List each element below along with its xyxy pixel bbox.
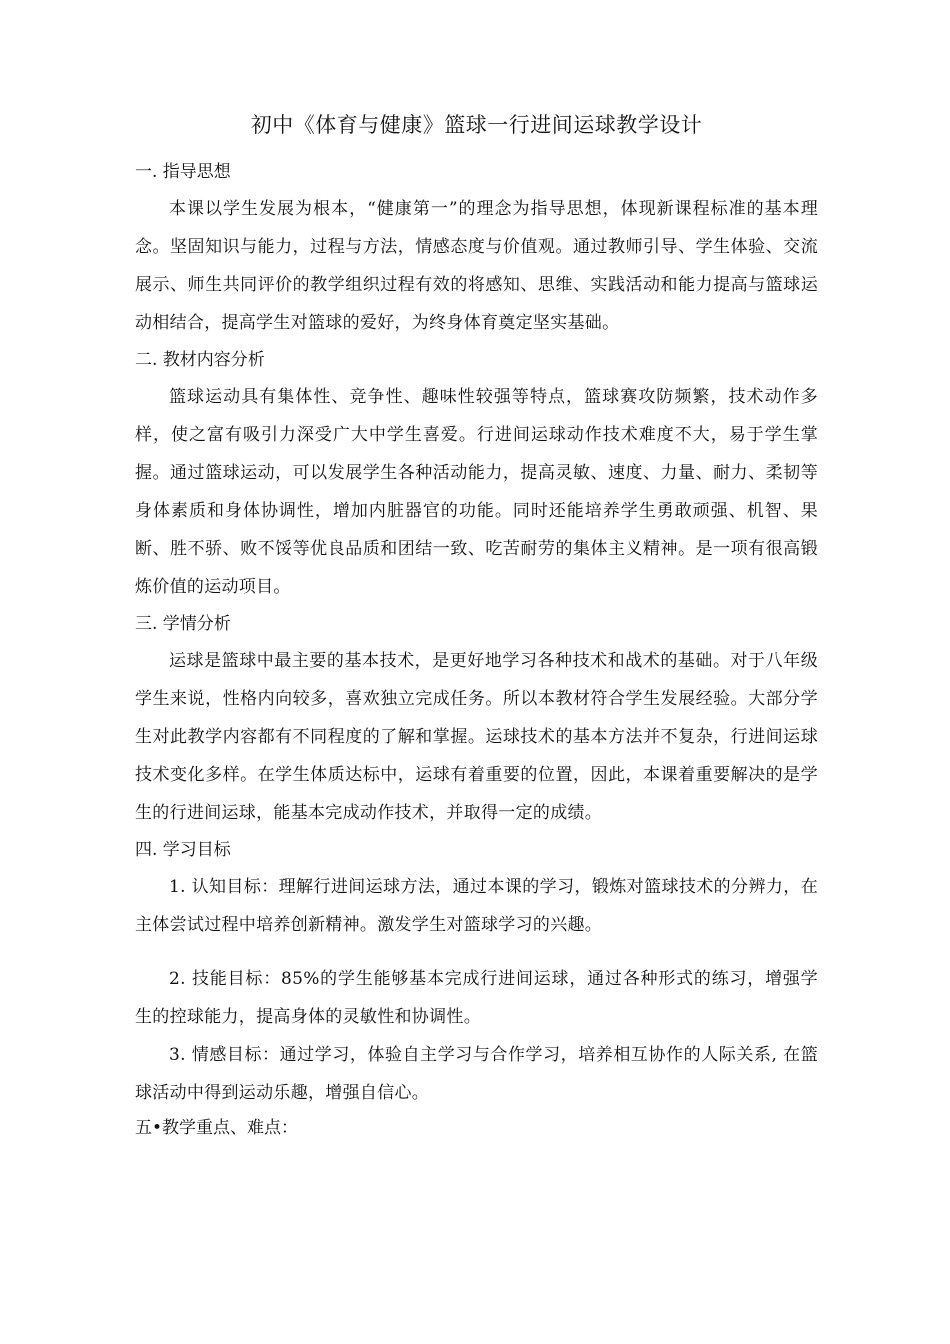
section-heading-key-points: 五•教学重点、难点： xyxy=(135,1118,299,1138)
goal-affective: 3. 情感目标：通过学习，体验自主学习与合作学习，培养相互协作的人际关系, 在篮球活动中得到运动乐趣，增强自信心。 xyxy=(135,1045,818,1103)
goal-cognitive: 1. 认知目标：理解行进间运球方法，通过本课的学习，锻炼对篮球技术的分辨力，在主体尝试过程中培养创新精神。激发学生对篮球学习的兴趣。 xyxy=(135,877,818,935)
section-paragraph-guiding-idea: 本课以学生发展为根本，“健康第一”的理念为指导思想，体现新课程标准的基本理念。坚固知识与能力，过程与方法，情感态度与价值观。通过教师引导、学生体验、交流展示、师生共同评价的教学组织过程有效的将感知、思维、实践活动和能力提高与篮球运动相结合，提高学生对篮球的爱好，为终身体育奠定坚实基础。 xyxy=(135,199,818,333)
section-heading-material-analysis: 二. 教材内容分析 xyxy=(135,350,265,370)
section-heading-student-analysis: 三. 学情分析 xyxy=(135,614,231,634)
goal-skill: 2. 技能目标：85%的学生能够基本完成行进间运球，通过各种形式的练习，增强学生的控球能力，提高身体的灵敏性和协调性。 xyxy=(135,969,818,1027)
section-heading-learning-goals: 四. 学习目标 xyxy=(135,840,231,860)
document-title: 初中《体育与健康》篮球一行进间运球教学设计 xyxy=(250,113,703,137)
section-paragraph-student-analysis: 运球是篮球中最主要的基本技术，是更好地学习各种技术和战术的基础。对于八年级学生来说，性格内向较多，喜欢独立完成任务。所以本教材符合学生发展经验。大部分学生对此教学内容都有不同程度的了解和掌握。运球技术的基本方法并不复杂，行进间运球技术变化多样。在学生体质达标中，运球有着重要的位置，因此，本课着重要解决的是学生的行进间运球，能基本完成动作技术，并取得一定的成绩。 xyxy=(135,651,818,823)
section-paragraph-material-analysis: 篮球运动具有集体性、竞争性、趣味性较强等特点，篮球赛攻防频繁，技术动作多样，使之富有吸引力深受广大中学生喜爱。行进间运球动作技术难度不大，易于学生掌握。通过篮球运动，可以发展学生各种活动能力，提高灵敏、速度、力量、耐力、柔韧等身体素质和身体协调性，增加内脏器官的功能。同时还能培养学生勇敢顽强、机智、果断、胜不骄、败不馁等优良品质和团结一致、吃苦耐劳的集体主义精神。是一项有很高锻炼价值的运动项目。 xyxy=(135,387,818,597)
section-heading-guiding-idea: 一. 指导思想 xyxy=(135,162,231,182)
